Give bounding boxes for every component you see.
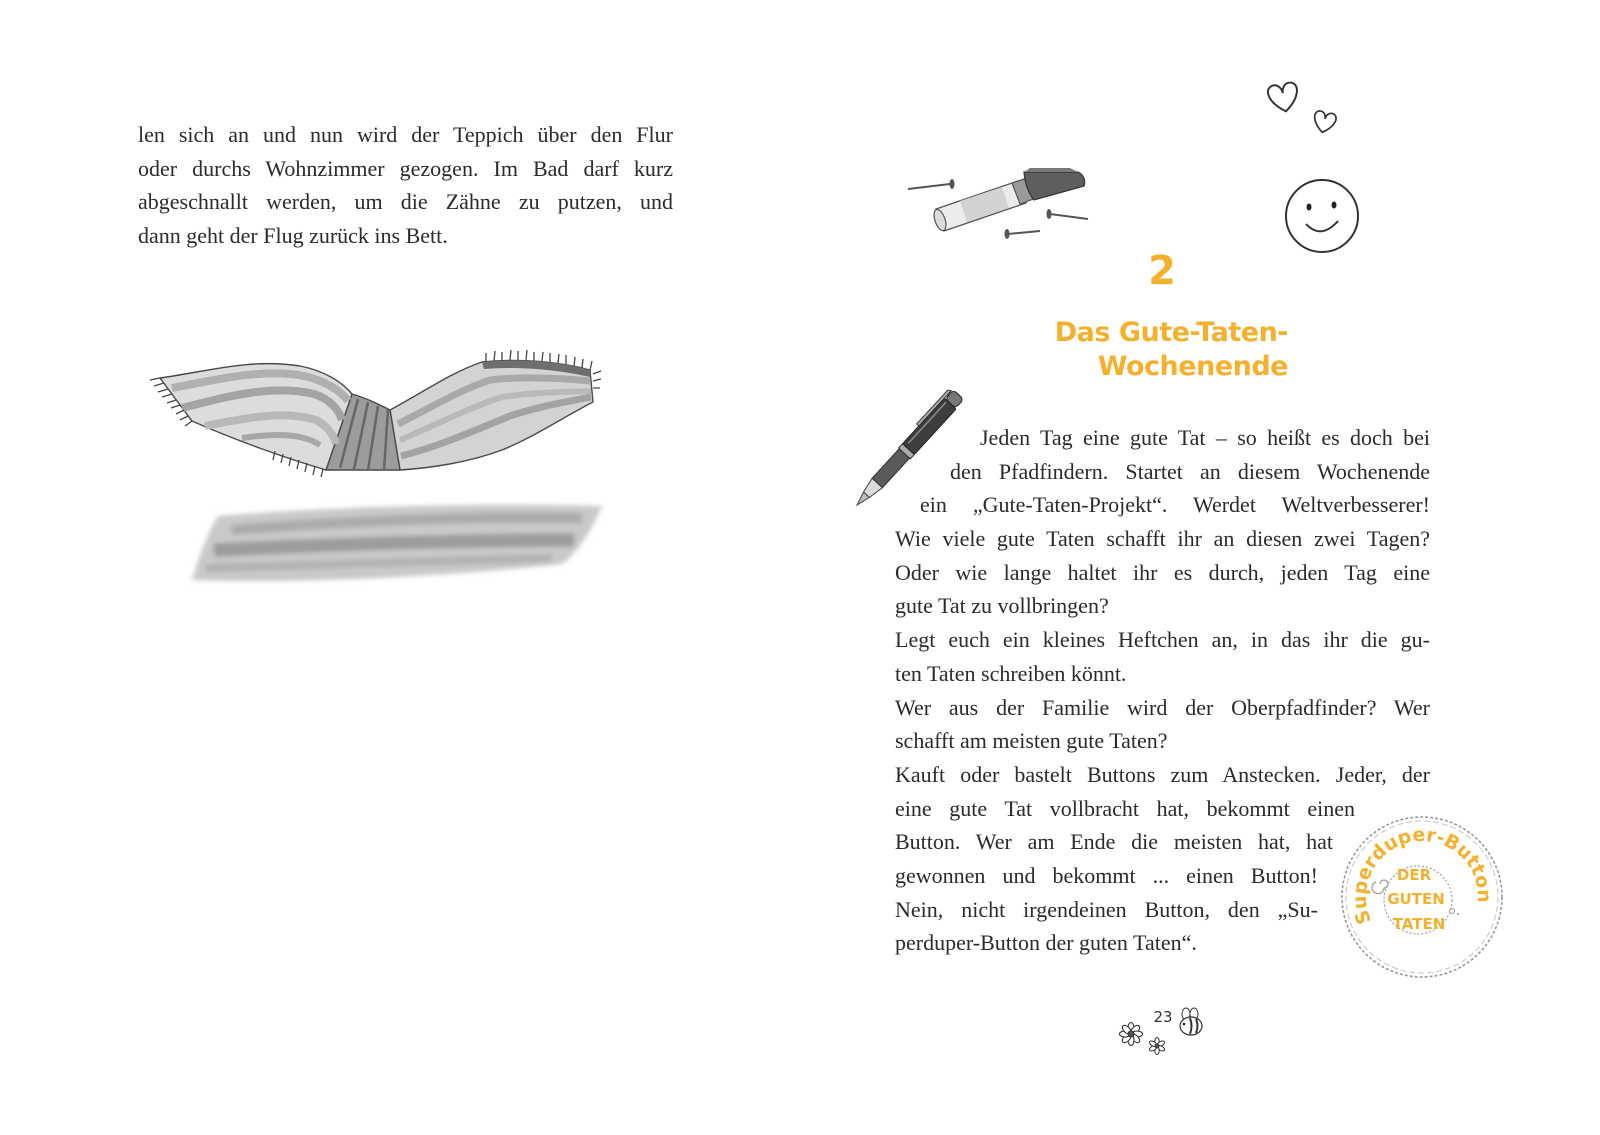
text-line: eine gute Tat vollbracht hat, bekommt einen <box>895 795 1355 821</box>
nail-head <box>1047 209 1052 219</box>
text-line: schafft am meisten gute Taten? <box>895 728 1168 754</box>
flying-carpet-illustration <box>150 350 601 477</box>
smiley-mouth <box>1306 221 1338 231</box>
text-line: Wer aus der Familie wird der Oberpfadfinder? Wer <box>895 694 1430 720</box>
text-line: Kauft oder bastelt Buttons zum Anstecken. Jeder, der <box>895 761 1430 787</box>
smiley-eye <box>1307 204 1312 211</box>
text-line: oder durchs Wohnzimmer gezogen. Im Bad darf kurz <box>138 155 673 181</box>
badge-center-line: GUTEN <box>1387 890 1445 908</box>
hammer-and-nails-illustration <box>908 168 1088 239</box>
heart-icon <box>1267 81 1301 113</box>
text-line: Legt euch ein kleines Heftchen an, in das ihr die gu- <box>895 627 1430 653</box>
text-line: gute Tat zu vollbringen? <box>895 593 1109 619</box>
page-number: 23 <box>1153 1008 1173 1026</box>
page-footer <box>1120 1008 1203 1055</box>
bee-eye <box>1183 1023 1186 1026</box>
left-page-paragraph <box>138 118 673 253</box>
nail <box>1008 231 1040 234</box>
chapter-title <box>990 316 1288 384</box>
text-line: Button. Wer am Ende die meisten hat, hat <box>895 829 1333 855</box>
smiley-illustration <box>1286 180 1358 252</box>
carpet-shadow-illustration <box>192 505 602 581</box>
text-line: ten Taten schreiben könnt. <box>895 660 1127 686</box>
flower-center <box>1128 1031 1134 1037</box>
text-line: len sich an und nun wird der Teppich über den Flur <box>138 122 673 147</box>
badge-dot-icon <box>1450 909 1455 914</box>
heart-icon <box>1312 110 1337 135</box>
smiley-face <box>1286 180 1358 252</box>
hammer-head-top <box>1024 168 1078 172</box>
badge-center-line: DER <box>1396 866 1432 884</box>
flower-icon <box>1120 1023 1143 1046</box>
chapter-number: 2 <box>1148 248 1176 294</box>
text-line: gewonnen und bekommt ... einen Button! <box>895 862 1318 888</box>
hammer-head <box>1024 172 1085 200</box>
badge-center-line: TATEN <box>1392 915 1446 933</box>
text-line: ein „Gute-Taten-Projekt“. Werdet Weltverbesserer! <box>920 492 1430 518</box>
right-page-paragraph <box>895 421 1430 960</box>
carpet-fringe <box>593 371 601 388</box>
smiley-eye <box>1332 202 1337 209</box>
text-line: abgeschnallt werden, um die Zähne zu putzen, und <box>138 189 673 215</box>
nail <box>1050 214 1088 219</box>
nail-head <box>1005 229 1010 239</box>
badge-dot-icon <box>1457 913 1459 915</box>
text-line: Nein, nicht irgendeinen Button, den „Su- <box>895 896 1318 922</box>
hearts-illustration <box>1267 81 1337 134</box>
chapter-title-line: Wochenende <box>1097 351 1288 382</box>
text-line: dann geht der Flug zurück ins Bett. <box>138 223 448 249</box>
badge-arc-textpath: Superduper-Button <box>1348 823 1496 928</box>
flower-icon <box>1149 1038 1166 1055</box>
chapter-title-line: Das Gute-Taten- <box>1054 317 1288 348</box>
text-line: Oder wie lange haltet ihr es durch, jeden Tag eine <box>895 559 1430 585</box>
bee-icon <box>1180 1008 1202 1035</box>
flower-center <box>1155 1044 1159 1048</box>
text-line: Jeden Tag eine gute Tat – so heißt es doch bei <box>980 425 1430 450</box>
nail-head <box>950 179 955 189</box>
text-line: den Pfadfindern. Startet an diesem Wochenende <box>950 458 1430 484</box>
text-line: perduper-Button der guten Taten“. <box>895 930 1197 956</box>
nail <box>908 184 950 189</box>
text-line: Wie viele gute Taten schafft ihr an diesen zwei Tagen? <box>895 526 1430 552</box>
